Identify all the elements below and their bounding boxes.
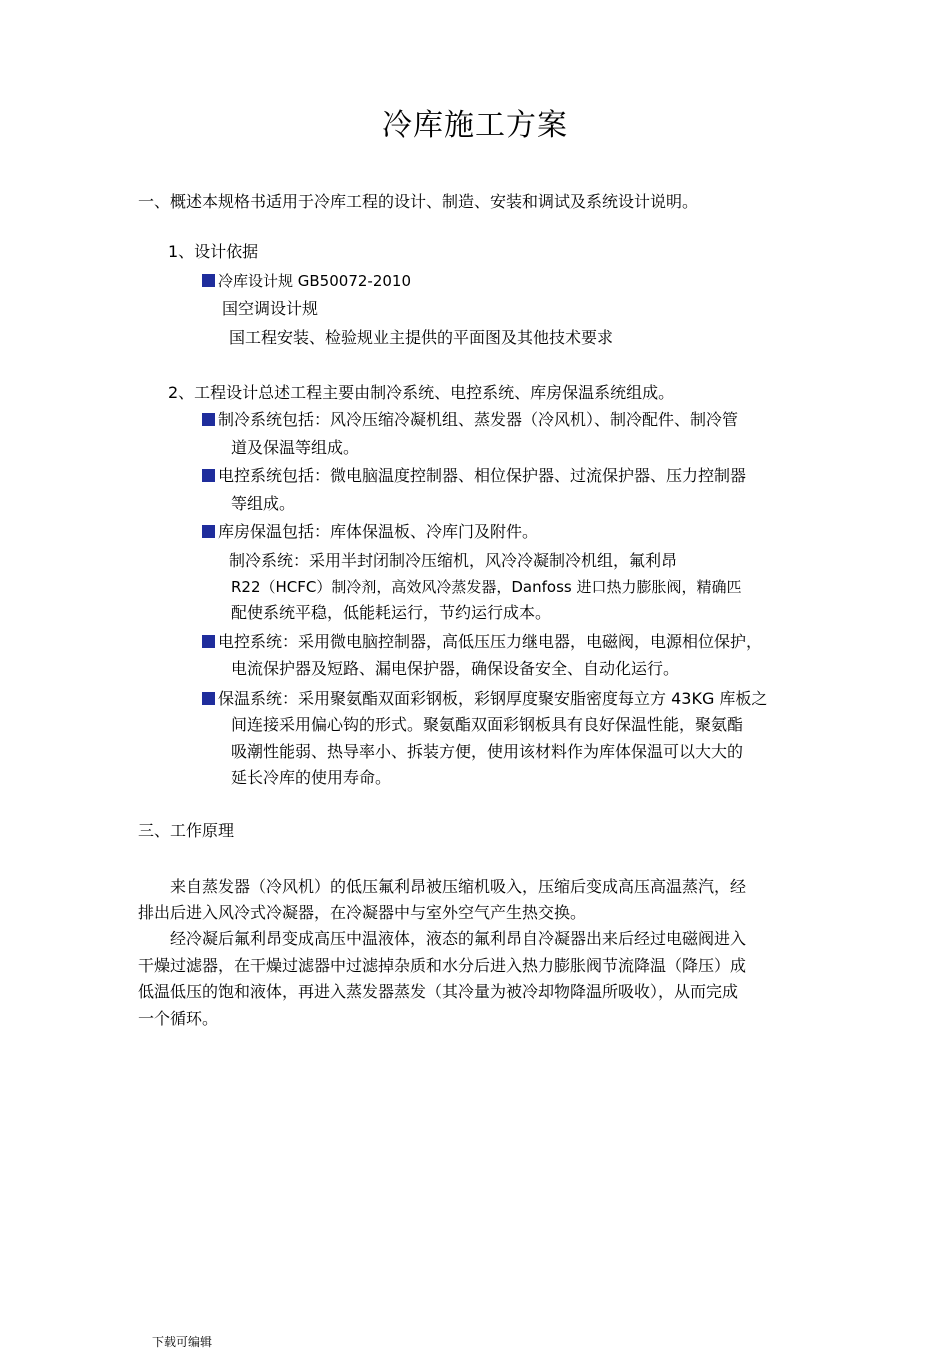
electric-desc bbox=[202, 631, 762, 653]
design-basis-item: 国工程安装、检验规业主提供的平面图及其他技术要求 bbox=[229, 328, 614, 347]
electric-desc-cont: 电流保护器及短路、漏电保护器，确保设备安全、自动化运行。 bbox=[231, 659, 680, 678]
refrigeration-components bbox=[202, 409, 738, 431]
page-title: 冷库施工方案 bbox=[382, 108, 568, 143]
refrigeration-components-text: 制冷系统包括：风冷压缩冷凝机组、蒸发器（冷风机）、制冷配件、制冷管 bbox=[218, 410, 739, 429]
design-basis-item: 国空调设计规 bbox=[222, 299, 319, 318]
principle-paragraph-line: 一个循环。 bbox=[138, 1009, 219, 1028]
section1-heading: 一、概述本规格书适用于冷库工程的设计、制造、安装和调试及系统设计说明。 bbox=[138, 192, 699, 211]
bullet-square-icon bbox=[202, 692, 215, 705]
refrigeration-components-cont: 道及保温等组成。 bbox=[231, 438, 360, 457]
bullet-square-icon bbox=[202, 469, 215, 482]
refrigeration-desc: 制冷系统：采用半封闭制冷压缩机，风冷冷凝制冷机组，氟利昂 bbox=[229, 551, 678, 570]
refrigeration-desc: 配使系统平稳，低能耗运行，节约运行成本。 bbox=[231, 603, 552, 622]
insulation-desc-cont: 间连接采用偏心钩的形式。聚氨酯双面彩钢板具有良好保温性能，聚氨酯 bbox=[231, 715, 744, 734]
principle-paragraph-line: 低温低压的饱和液体，再进入蒸发器蒸发（其冷量为被冷却物降温所吸收），从而完成 bbox=[138, 982, 739, 1001]
bullet-square-icon bbox=[202, 635, 215, 648]
insulation-desc-cont: 延长冷库的使用寿命。 bbox=[231, 768, 392, 787]
insulation-desc-cont: 吸潮性能弱、热导率小、拆装方便，使用该材料作为库体保温可以大大的 bbox=[231, 742, 744, 761]
electric-components-cont: 等组成。 bbox=[231, 494, 296, 513]
bullet-square-icon bbox=[202, 413, 215, 426]
page-footer: 下载可编辑 bbox=[152, 1335, 213, 1349]
principle-paragraph-line: 经冷凝后氟利昂变成高压中温液体，液态的氟利昂自冷凝器出来后经过电磁阀进入 bbox=[170, 929, 747, 948]
section3-heading: 三、工作原理 bbox=[138, 821, 235, 840]
electric-components-text: 电控系统包括：微电脑温度控制器、相位保护器、过流保护器、压力控制器 bbox=[218, 466, 747, 485]
storage-insulation-text: 库房保温包括：库体保温板、冷库门及附件。 bbox=[218, 522, 539, 541]
design-basis-item bbox=[202, 270, 411, 292]
design-basis-heading: 1、设计依据 bbox=[168, 242, 259, 261]
principle-paragraph-line: 来自蒸发器（冷风机）的低压氟利昂被压缩机吸入，压缩后变成高压高温蒸汽，经 bbox=[170, 877, 747, 896]
electric-components bbox=[202, 465, 746, 487]
design-overview-heading: 2、工程设计总述工程主要由制冷系统、电控系统、库房保温系统组成。 bbox=[168, 383, 675, 402]
electric-desc-text: 电控系统：采用微电脑控制器，高低压压力继电器，电磁阀，电源相位保护， bbox=[218, 632, 763, 651]
refrigeration-desc: R22（HCFC）制冷剂，高效风冷蒸发器，Danfoss 进口热力膨胀阀，精确匹 bbox=[231, 578, 742, 596]
storage-insulation-components bbox=[202, 521, 538, 543]
principle-paragraph-line: 排出后进入风冷式冷凝器，在冷凝器中与室外空气产生热交换。 bbox=[138, 903, 587, 922]
insulation-desc-text: 保温系统：采用聚氨酯双面彩钢板，彩钢厚度聚安脂密度每立方 43KG 库板之 bbox=[218, 689, 768, 708]
design-basis-item-text: 冷库设计规 GB50072-2010 bbox=[218, 272, 411, 290]
insulation-desc bbox=[202, 688, 767, 710]
bullet-square-icon bbox=[202, 525, 215, 538]
bullet-square-icon bbox=[202, 274, 215, 287]
principle-paragraph-line: 干燥过滤器，在干燥过滤器中过滤掉杂质和水分后进入热力膨胀阀节流降温（降压）成 bbox=[138, 956, 747, 975]
